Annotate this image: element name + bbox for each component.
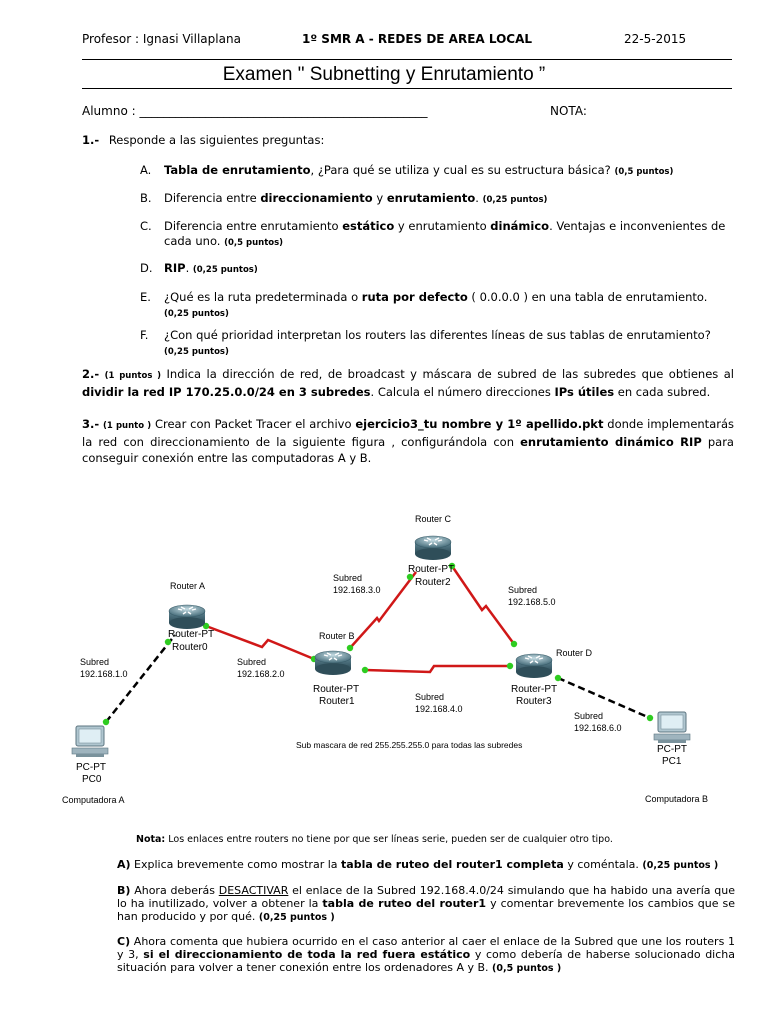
subnet-label: Subred bbox=[237, 657, 267, 667]
router-d-caption: Router D bbox=[556, 648, 593, 658]
item-letter: B. bbox=[140, 191, 152, 205]
router-a-name: Router0 bbox=[172, 642, 208, 653]
sub-question-bold: tabla de ruteo del router1 bbox=[322, 897, 487, 910]
question-3 bbox=[82, 416, 734, 466]
sub-question-text: Ahora deberás bbox=[130, 884, 219, 897]
pc-a bbox=[62, 726, 125, 805]
item-points: (0,5 puntos) bbox=[224, 238, 284, 248]
question-2-bold: dividir la red IP 170.25.0.0/24 en 3 subredes bbox=[82, 385, 371, 399]
item-text: y bbox=[372, 191, 387, 205]
router-b-caption: Router B bbox=[319, 631, 355, 641]
item-bold: ruta por defecto bbox=[361, 290, 468, 304]
item-text: . bbox=[185, 261, 193, 275]
item-points: (0,25 puntos) bbox=[164, 347, 229, 357]
item-text: Diferencia entre bbox=[164, 191, 261, 205]
router-c-name: Router2 bbox=[415, 577, 451, 588]
item-text: ( 0.0.0.0 ) en una tabla de enrutamiento. bbox=[467, 290, 708, 304]
question-2-bold: IPs útiles bbox=[554, 385, 615, 399]
sub-question-letter: A) bbox=[117, 858, 131, 871]
router-a-icon bbox=[169, 605, 205, 629]
subnet-ip: 192.168.5.0 bbox=[508, 597, 556, 607]
question-2 bbox=[82, 366, 734, 400]
sub-question-b bbox=[117, 884, 735, 924]
router-b-model: Router-PT bbox=[313, 684, 360, 695]
subnet-ip: 192.168.1.0 bbox=[80, 669, 128, 679]
question-2-text: Indica la dirección de red, de broadcast y máscara de subred de las subredes que obtienes al bbox=[161, 367, 734, 381]
router-a-caption: Router A bbox=[170, 581, 206, 591]
sub-question-bold: tabla de ruteo del router1 completa bbox=[341, 858, 564, 871]
course-name: 1º SMR A - REDES DE AREA LOCAL bbox=[302, 32, 533, 46]
sub-question-text: Ahora comenta que hubiera ocurrido en el caso anterior al caer el enlace de la Subred que une los routers 1 y 3, bbox=[117, 935, 735, 961]
network-diagram bbox=[0, 500, 768, 820]
subnet-ip: 192.168.6.0 bbox=[574, 723, 622, 733]
link-router1-router2 bbox=[350, 572, 416, 648]
question-2-text: . Calcula el número direcciones bbox=[370, 385, 555, 399]
item-letter: D. bbox=[140, 261, 153, 275]
router-c-model: Router-PT bbox=[408, 564, 455, 575]
pc-b-name: PC1 bbox=[662, 756, 682, 767]
subnet-label: Subred bbox=[333, 573, 363, 583]
pc-b-icon bbox=[654, 712, 690, 743]
exam-date: 22-5-2015 bbox=[624, 32, 687, 46]
router-d-model: Router-PT bbox=[511, 684, 558, 695]
subnet-mask-note: Sub mascara de red 255.255.255.0 para todas las subredes bbox=[296, 740, 523, 750]
item-points: (0,5 puntos) bbox=[614, 167, 674, 177]
sub-question-text: el enlace de la Subred 192.168.4.0/24 simulando que ha habido una avería que lo ha inutilizado, volver a obtener la bbox=[117, 884, 735, 910]
item-bold: direccionamiento bbox=[260, 191, 373, 205]
sub-question-points: (0,5 puntos ) bbox=[492, 963, 562, 974]
link-router2-router3 bbox=[452, 566, 514, 644]
question-2-points: (1 puntos ) bbox=[104, 371, 162, 381]
question-3-points: (1 punto ) bbox=[103, 421, 152, 431]
question-2-text: en cada subred. bbox=[614, 385, 711, 399]
pc-a-name: PC0 bbox=[82, 774, 102, 785]
sub-question-a bbox=[117, 858, 735, 872]
grade-label: NOTA: bbox=[550, 104, 587, 118]
item-letter: C. bbox=[140, 219, 152, 233]
sub-question-underlined: DESACTIVAR bbox=[218, 884, 289, 897]
sub-question-text: y comentar brevemente los cambios que se han producido y por qué. bbox=[117, 897, 735, 923]
item-points: (0,25 puntos) bbox=[164, 309, 229, 319]
item-points: (0,25 puntos) bbox=[192, 265, 258, 275]
item-bold: Tabla de enrutamiento bbox=[164, 163, 311, 177]
sub-question-text: y como debería de haberse solucionado dicha situación para volver a tener conexión entre los ordenadores A y B. bbox=[117, 948, 735, 974]
question-1-intro: Responde a las siguientes preguntas: bbox=[108, 133, 325, 147]
sub-question-bold: si el direccionamiento de toda la red fuera estático bbox=[143, 948, 471, 961]
item-text: ¿Con qué prioridad interpretan los routers las diferentes líneas de sus tablas de enrutamiento? bbox=[164, 328, 711, 342]
router-c-icon bbox=[415, 536, 451, 560]
item-text: Diferencia entre enrutamiento bbox=[164, 219, 343, 233]
router-a bbox=[168, 581, 214, 653]
router-c-caption: Router C bbox=[415, 514, 452, 524]
student-name-field: Alumno : ________________________________________________ bbox=[82, 104, 428, 118]
subnet-ip: 192.168.3.0 bbox=[333, 585, 381, 595]
sub-question-letter: B) bbox=[117, 884, 131, 897]
question-1-number: 1.- bbox=[82, 133, 100, 147]
subnet-label: Subred bbox=[574, 711, 604, 721]
pc-b-caption: Computadora B bbox=[645, 794, 709, 804]
router-d-name: Router3 bbox=[516, 696, 552, 707]
link-router3-pc1 bbox=[558, 678, 650, 718]
question-3-filename: ejercicio3_tu nombre y 1º apellido.pkt bbox=[355, 417, 604, 431]
subnet-label: Subred bbox=[80, 657, 110, 667]
item-letter: E. bbox=[140, 290, 151, 304]
item-text: ¿Qué es la ruta predeterminada o bbox=[164, 290, 362, 304]
item-bold: enrutamiento bbox=[386, 191, 476, 205]
item-letter: F. bbox=[140, 328, 149, 342]
question-2-number: 2.- bbox=[82, 367, 100, 381]
note bbox=[136, 834, 613, 845]
pc-a-caption: Computadora A bbox=[62, 795, 125, 805]
pc-a-icon bbox=[72, 726, 108, 757]
router-d bbox=[511, 648, 593, 707]
router-a-model: Router-PT bbox=[168, 629, 215, 640]
pc-b-model: PC-PT bbox=[657, 744, 687, 755]
sub-question-c bbox=[117, 935, 735, 975]
header-rule-bottom bbox=[82, 88, 732, 89]
header-rule-top bbox=[82, 59, 732, 60]
question-3-text: Crear con Packet Tracer el archivo bbox=[151, 417, 356, 431]
item-text: . bbox=[475, 191, 483, 205]
question-3-text: para conseguir conexión entre las computadoras A y B. bbox=[82, 435, 734, 465]
sub-question-text: y coméntala. bbox=[563, 858, 643, 871]
teacher-name: Profesor : Ignasi Villaplana bbox=[82, 32, 241, 46]
pc-b bbox=[645, 712, 708, 804]
router-d-icon bbox=[516, 654, 552, 678]
sub-question-points: (0,25 puntos ) bbox=[258, 912, 335, 923]
item-text: y enrutamiento bbox=[394, 219, 491, 233]
pc-a-model: PC-PT bbox=[76, 762, 106, 773]
router-b-name: Router1 bbox=[319, 696, 355, 707]
router-c bbox=[408, 514, 454, 588]
question-1-header bbox=[82, 133, 324, 148]
item-bold: dinámico bbox=[490, 219, 550, 233]
item-bold: estático bbox=[342, 219, 395, 233]
sub-question-text: Explica brevemente como mostrar la bbox=[130, 858, 342, 871]
subnet-label: Subred bbox=[508, 585, 538, 595]
sub-question-points: (0,25 puntos ) bbox=[642, 860, 719, 871]
sub-question-letter: C) bbox=[117, 935, 131, 948]
link-router0-router1 bbox=[206, 626, 314, 659]
link-router1-router3 bbox=[365, 666, 510, 672]
item-bold: RIP bbox=[164, 261, 186, 275]
question-3-bold: enrutamiento dinámico RIP bbox=[520, 435, 702, 449]
note-label: Nota: bbox=[136, 834, 166, 845]
item-text: , ¿Para qué se utiliza y cual es su estructura básica? bbox=[310, 163, 611, 177]
item-letter: A. bbox=[140, 163, 152, 177]
subnet-ip: 192.168.2.0 bbox=[237, 669, 285, 679]
note-text: Los enlaces entre routers no tiene por que ser líneas serie, pueden ser de cualquier otro tipo. bbox=[165, 834, 613, 845]
page-title: Examen " Subnetting y Enrutamiento ” bbox=[222, 64, 546, 85]
subnet-ip: 192.168.4.0 bbox=[415, 704, 463, 714]
item-text: . Ventajas e inconvenientes de cada uno. bbox=[164, 219, 726, 248]
question-3-number: 3.- bbox=[82, 417, 100, 431]
question-3-text: donde implementarás la red con direccionamiento de la siguiente figura , configurándola con bbox=[82, 417, 735, 449]
item-points: (0,25 puntos) bbox=[482, 195, 548, 205]
router-b-icon bbox=[315, 651, 351, 675]
router-b bbox=[313, 631, 359, 707]
subnet-label: Subred bbox=[415, 692, 445, 702]
